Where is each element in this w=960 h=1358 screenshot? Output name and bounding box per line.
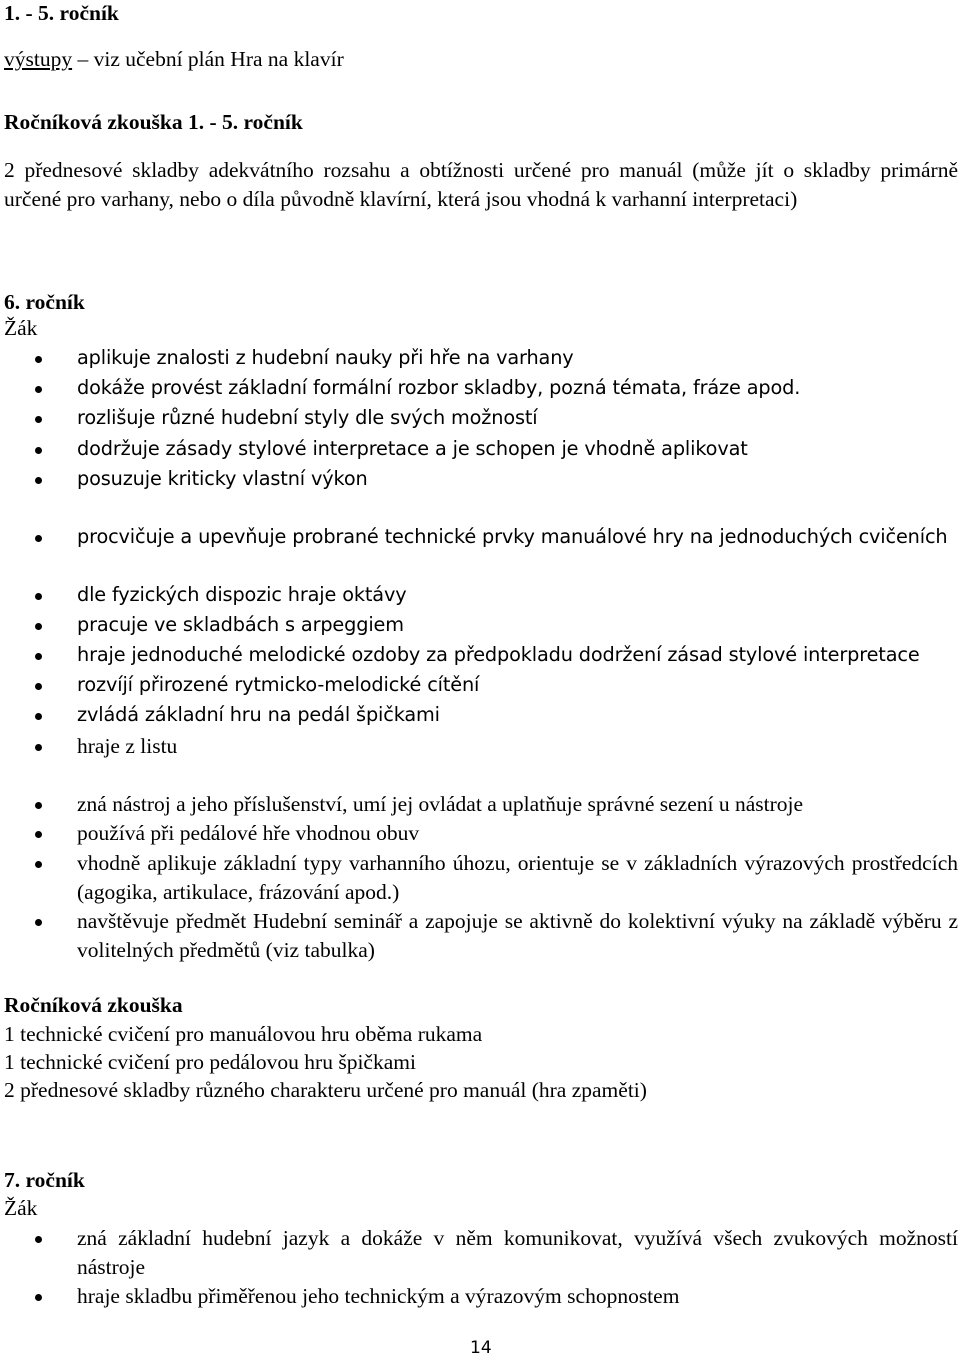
exam-description-grades-1-5: 2 přednesové skladby adekvátního rozsahu a obtížnosti určené pro manuál (může jít o skladby primárně určené pro varhany, nebo o díla původně klavírní, která jsou vhodná k varhanní interpretaci) [4,158,958,211]
student-label-grade-6: Žák [4,316,38,340]
list-item-text: navštěvuje předmět Hudební seminář a zapojuje se aktivně do kolektivní výuky na základě výběru z volitelných předmětů (viz tabulka) [77,909,958,962]
outputs-reference: – viz učební plán Hra na klavír [72,47,344,71]
list-item-text: hraje jednoduché melodické ozdoby za předpokladu dodržení zásad stylové interpretace [77,643,920,666]
exam-heading-grade-6: Ročníková zkouška [4,993,183,1017]
list-item-text: aplikuje znalosti z hudební nauky při hře na varhany [77,346,574,369]
bullet-icon [35,416,42,423]
outputs-link[interactable]: výstupy [4,47,73,71]
section-heading-grade-7: 7. ročník [4,1168,85,1192]
page-number: 14 [470,1338,492,1358]
list-item-text: posuzuje kriticky vlastní výkon [77,467,368,490]
exam-line: 2 přednesové skladby různého charakteru určené pro manuál (hra zpaměti) [4,1078,647,1102]
list-item-text: hraje skladbu přiměřenou jeho technickým a výrazovým schopnostem [77,1284,680,1308]
bullet-icon [35,861,42,868]
list-item-text: vhodně aplikuje základní typy varhanního úhozu, orientuje se v základních výrazových prostředcích (agogika, artikulace, frázování apod.) [77,851,958,904]
bullet-icon [35,1236,42,1243]
list-item-text: dle fyzických dispozic hraje oktávy [77,583,407,606]
section-heading-grades-1-5: 1. - 5. ročník [4,1,119,25]
bullet-icon [35,356,42,363]
bullet-icon [35,919,42,926]
bullet-icon [35,831,42,838]
list-item-text: hraje z listu [77,734,178,758]
bullet-icon [35,386,42,393]
outputs-line [4,46,344,72]
bullet-icon [35,713,42,720]
exam-line: 1 technické cvičení pro pedálovou hru špičkami [4,1050,416,1074]
bullet-icon [35,744,42,751]
list-item-text: rozlišuje různé hudební styly dle svých možností [77,406,538,429]
bullet-icon [35,1294,42,1301]
exam-line: 1 technické cvičení pro manuálovou hru oběma rukama [4,1022,483,1046]
exam-heading-grades-1-5: Ročníková zkouška 1. - 5. ročník [4,110,303,134]
list-item-text: používá při pedálové hře vhodnou obuv [77,821,420,845]
list-item-text: rozvíjí přirozené rytmicko-melodické cítění [77,673,480,696]
student-label-grade-7: Žák [4,1196,38,1220]
bullet-icon [35,477,42,484]
bullet-icon [35,593,42,600]
list-item-text: zná nástroj a jeho příslušenství, umí jej ovládat a uplatňuje správné sezení u nástroje [77,792,804,816]
section-heading-grade-6: 6. ročník [4,290,85,314]
bullet-icon [35,802,42,809]
bullet-icon [35,653,42,660]
list-item-text: dokáže provést základní formální rozbor skladby, pozná témata, fráze apod. [77,376,801,399]
bullet-icon [35,623,42,630]
list-item-text: zná základní hudební jazyk a dokáže v něm komunikovat, využívá všech zvukových možností nástroje [77,1226,958,1279]
list-item-text: procvičuje a upevňuje probrané technické prvky manuálové hry na jednoduchých cvičeních [77,525,948,548]
bullet-icon [35,447,42,454]
list-item-text: dodržuje zásady stylové interpretace a je schopen je vhodně aplikovat [77,437,748,460]
list-item-text: pracuje ve skladbách s arpeggiem [77,613,404,636]
bullet-icon [35,535,42,542]
list-item-text: zvládá základní hru na pedál špičkami [77,703,440,726]
bullet-icon [35,683,42,690]
